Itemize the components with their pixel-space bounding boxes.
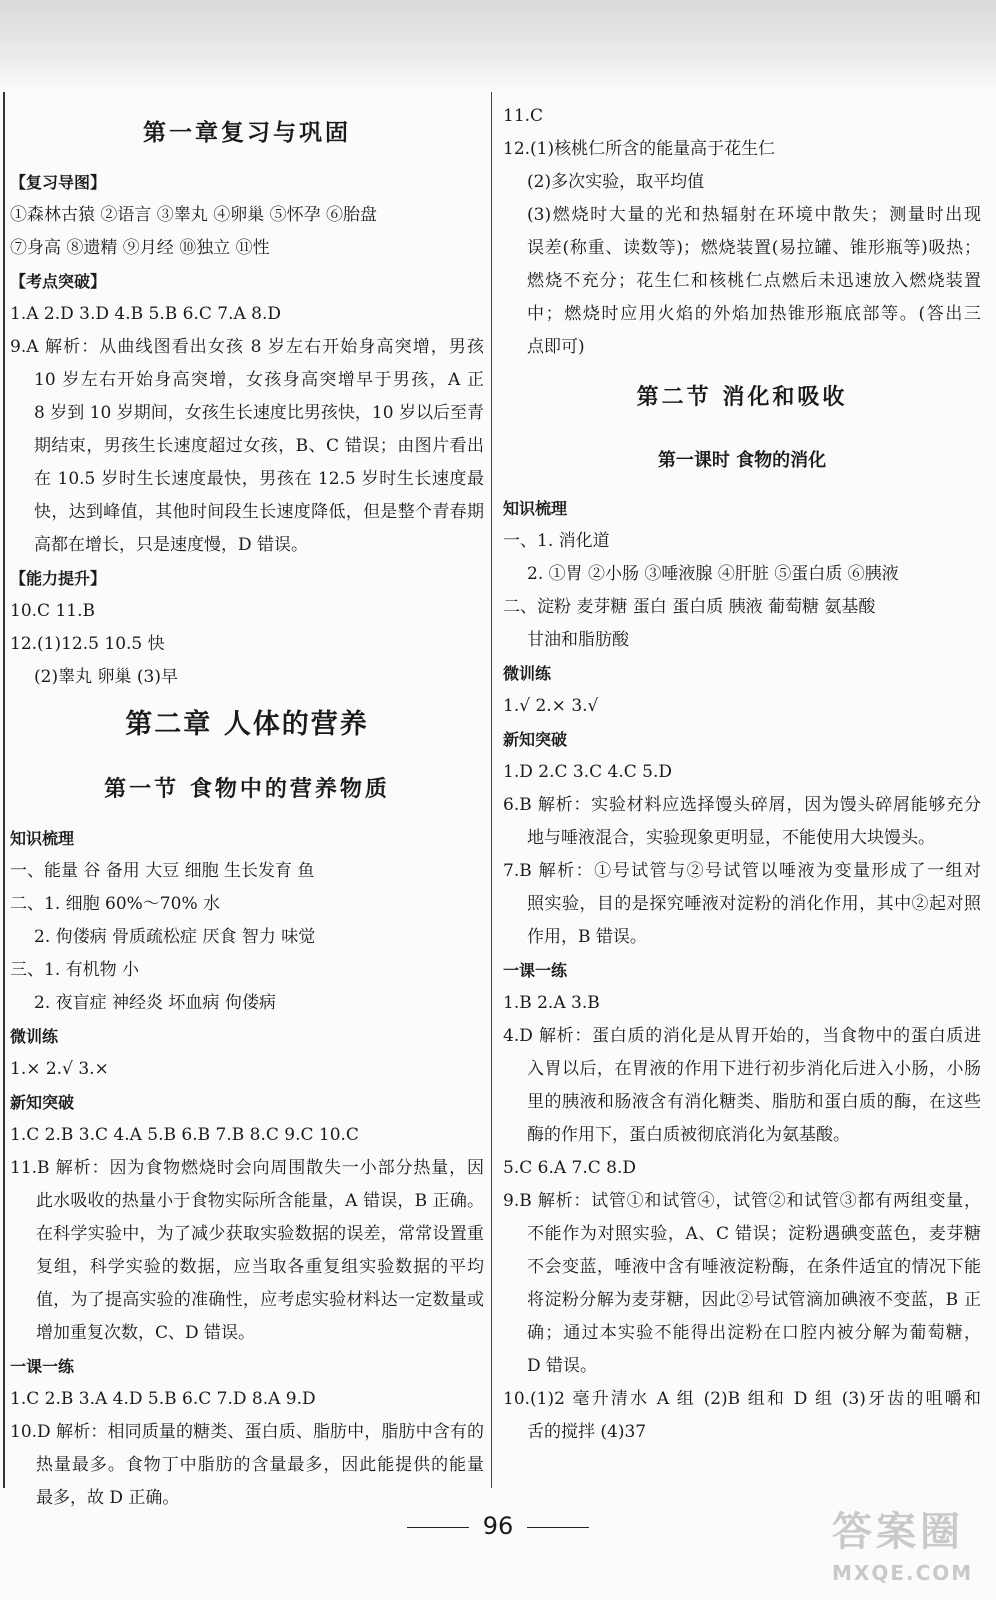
text-line: 甘油和脂肪酸: [527, 630, 629, 650]
text-line: (2)多次实验，取平均值: [527, 172, 705, 192]
section-label: 【考点突破】: [10, 272, 107, 291]
text-line: 11.B 解析：因为食物燃烧时会向周围散失一小部分热量，因: [10, 1158, 484, 1178]
text-line: 高都在增长，只是速度慢，D 错误。: [34, 535, 309, 555]
text-line: 1.× 2.√ 3.×: [10, 1059, 109, 1079]
right-column: [503, 100, 981, 1449]
text-line: 一、1. 消化道: [503, 531, 610, 551]
text-line: 一、能量 谷 备用 大豆 细胞 生长发育 鱼: [10, 861, 315, 881]
text-line: 舌的搅拌 (4)37: [527, 1422, 647, 1442]
text-line: ⑦身高 ⑧遗精 ⑨月经 ⑩独立 ⑪性: [10, 238, 270, 258]
text-line: 12.(1)核桃仁所含的能量高于花生仁: [503, 139, 776, 159]
text-line: 中；燃烧时应用火焰的外焰加热锥形瓶底部等。(答出三: [527, 304, 981, 324]
text-line: (2)睾丸 卵巢 (3)早: [34, 667, 178, 687]
text-line: 里的胰液和肠液含有消化糖类、脂肪和蛋白质的酶，在这些: [527, 1092, 981, 1112]
text-line: 地与唾液混合，实验现象更明显，不能使用大块馒头。: [527, 828, 935, 848]
text-line: 1.D 2.C 3.C 4.C 5.D: [503, 762, 672, 782]
text-line: 6.B 解析：实验材料应选择馒头碎屑，因为馒头碎屑能够充分: [503, 795, 981, 815]
text-line: 1.√ 2.× 3.√: [503, 696, 599, 716]
section-label: 新知突破: [10, 1093, 75, 1112]
text-line: 三、1. 有机物 小: [10, 960, 140, 980]
text-line: 误差(称重、读数等)；燃烧装置(易拉罐、锥形瓶等)吸热；: [527, 238, 981, 258]
section-label: 知识梳理: [10, 829, 75, 848]
text-line: 快，达到峰值，其他时间段生长速度降低，但是整个青春期: [34, 502, 484, 522]
text-line: 入胃以后，在胃液的作用下进行初步消化后进入小肠，小肠: [527, 1059, 981, 1079]
text-line: 10 岁左右开始身高突增，女孩身高突增早于男孩，A 正: [34, 370, 484, 390]
section-title: 第一节 食物中的营养物质: [104, 776, 390, 802]
page-number-text: 96: [482, 1512, 514, 1540]
text-line: 确；通过本实验不能得出淀粉在口腔内被分解为葡萄糖，: [527, 1323, 981, 1343]
chapter-review-title: 第一章复习与巩固: [143, 119, 351, 146]
left-column: [10, 100, 484, 1515]
text-line: 1.C 2.B 3.A 4.D 5.B 6.C 7.D 8.A 9.D: [10, 1389, 316, 1409]
text-line: 不会变蓝，唾液中含有唾液淀粉酶，在条件适宜的情况下能: [527, 1257, 981, 1277]
text-line: 2. 佝偻病 骨质疏松症 厌食 智力 味觉: [34, 927, 316, 947]
text-line: 值，为了提高实验的准确性，应考虑实验材料达一定数量或: [36, 1290, 484, 1310]
text-line: 1.B 2.A 3.B: [503, 993, 600, 1013]
text-line: 燃烧不充分；花生仁和核桃仁点燃后未迅速放入燃烧装置: [527, 271, 981, 291]
text-line: D 错误。: [527, 1356, 598, 1376]
watermark-site: MXQE.COM: [832, 1561, 974, 1585]
column-divider: [491, 92, 492, 1488]
text-line: 不能作为对照实验，A、C 错误；淀粉遇碘变蓝色，麦芽糖: [527, 1224, 981, 1244]
text-line: 最多，故 D 正确。: [36, 1488, 180, 1508]
page-number-rule-left: [407, 1527, 469, 1528]
text-line: 2. 夜盲症 神经炎 坏血病 佝偻病: [34, 993, 276, 1013]
section-label: 【能力提升】: [10, 569, 107, 588]
text-line: 2. ①胃 ②小肠 ③唾液腺 ④肝脏 ⑤蛋白质 ⑥胰液: [527, 564, 899, 584]
section-label: 微训练: [10, 1027, 59, 1046]
text-line: 二、淀粉 麦芽糖 蛋白 蛋白质 胰液 葡萄糖 氨基酸: [503, 597, 876, 617]
text-line: 10.(1)2 毫升清水 A 组 (2)B 组和 D 组 (3)牙齿的咀嚼和: [503, 1389, 981, 1409]
text-line: ①森林古猿 ②语言 ③睾丸 ④卵巢 ⑤怀孕 ⑥胎盘: [10, 205, 378, 225]
text-line: 1.C 2.B 3.C 4.A 5.B 6.B 7.B 8.C 9.C 10.C: [10, 1125, 359, 1145]
watermark-chars: 答案圈: [832, 1509, 964, 1555]
text-line: 1.A 2.D 3.D 4.B 5.B 6.C 7.A 8.D: [10, 304, 282, 324]
section-label: 新知突破: [503, 730, 568, 749]
lesson-title: 第一课时 食物的消化: [657, 450, 827, 471]
scan-top-shading: [0, 0, 996, 92]
section-label: 【复习导图】: [10, 173, 107, 192]
text-line: 在科学实验中，为了减少获取实验数据的误差，常常设置重: [36, 1224, 484, 1244]
text-line: 10.C 11.B: [10, 601, 95, 621]
text-line: 5.C 6.A 7.C 8.D: [503, 1158, 637, 1178]
text-line: 11.C: [503, 106, 544, 126]
text-line: 7.B 解析：①号试管与②号试管以唾液为变量形成了一组对: [503, 861, 981, 881]
section-label: 一课一练: [10, 1357, 75, 1376]
text-line: 复组，科学实验的数据，应当取各重复组实验数据的平均: [36, 1257, 484, 1277]
text-line: 作用，B 错误。: [527, 927, 647, 947]
text-line: 增加重复次数，C、D 错误。: [36, 1323, 256, 1343]
watermark-logo: [832, 1500, 982, 1590]
text-line: 照实验，目的是探究唾液对淀粉的消化作用，其中②起对照: [527, 894, 981, 914]
text-line: 9.A 解析：从曲线图看出女孩 8 岁左右开始身高突增，男孩: [10, 337, 484, 357]
text-line: 在 10.5 岁时生长速度最快，男孩在 12.5 岁时生长速度最: [34, 469, 484, 489]
text-line: 酶的作用下，蛋白质被彻底消化为氨基酸。: [527, 1125, 850, 1145]
section-label: 微训练: [503, 664, 552, 683]
text-line: 将淀粉分解为麦芽糖，因此②号试管滴加碘液不变蓝，B 正: [527, 1290, 981, 1310]
section-title: 第二节 消化和吸收: [636, 384, 848, 410]
text-line: 4.D 解析：蛋白质的消化是从胃开始的，当食物中的蛋白质进: [503, 1026, 981, 1046]
text-line: 期结束，男孩生长速度超过女孩，B、C 错误；由图片看出: [34, 436, 484, 456]
text-line: 8 岁到 10 岁期间，女孩生长速度比男孩快，10 岁以后至青: [34, 403, 484, 423]
text-line: (3)燃烧时大量的光和热辐射在环境中散失；测量时出现: [527, 205, 981, 225]
text-line: 10.D 解析：相同质量的糖类、蛋白质、脂肪中，脂肪中含有的: [10, 1422, 484, 1442]
text-line: 12.(1)12.5 10.5 快: [10, 634, 165, 654]
left-margin-rule: [3, 92, 5, 1488]
text-line: 点即可): [527, 337, 585, 357]
text-line: 9.B 解析：试管①和试管④，试管②和试管③都有两组变量，: [503, 1191, 981, 1211]
text-line: 热量最多。食物丁中脂肪的含量最多，因此能提供的能量: [36, 1455, 484, 1475]
text-line: 二、1. 细胞 60%～70% 水: [10, 894, 221, 914]
chapter-title: 第二章 人体的营养: [125, 709, 369, 740]
page-number-rule-right: [527, 1527, 589, 1528]
section-label: 一课一练: [503, 961, 568, 980]
section-label: 知识梳理: [503, 499, 568, 518]
text-line: 此水吸收的热量小于食物实际所含能量，A 错误，B 正确。: [36, 1191, 484, 1211]
